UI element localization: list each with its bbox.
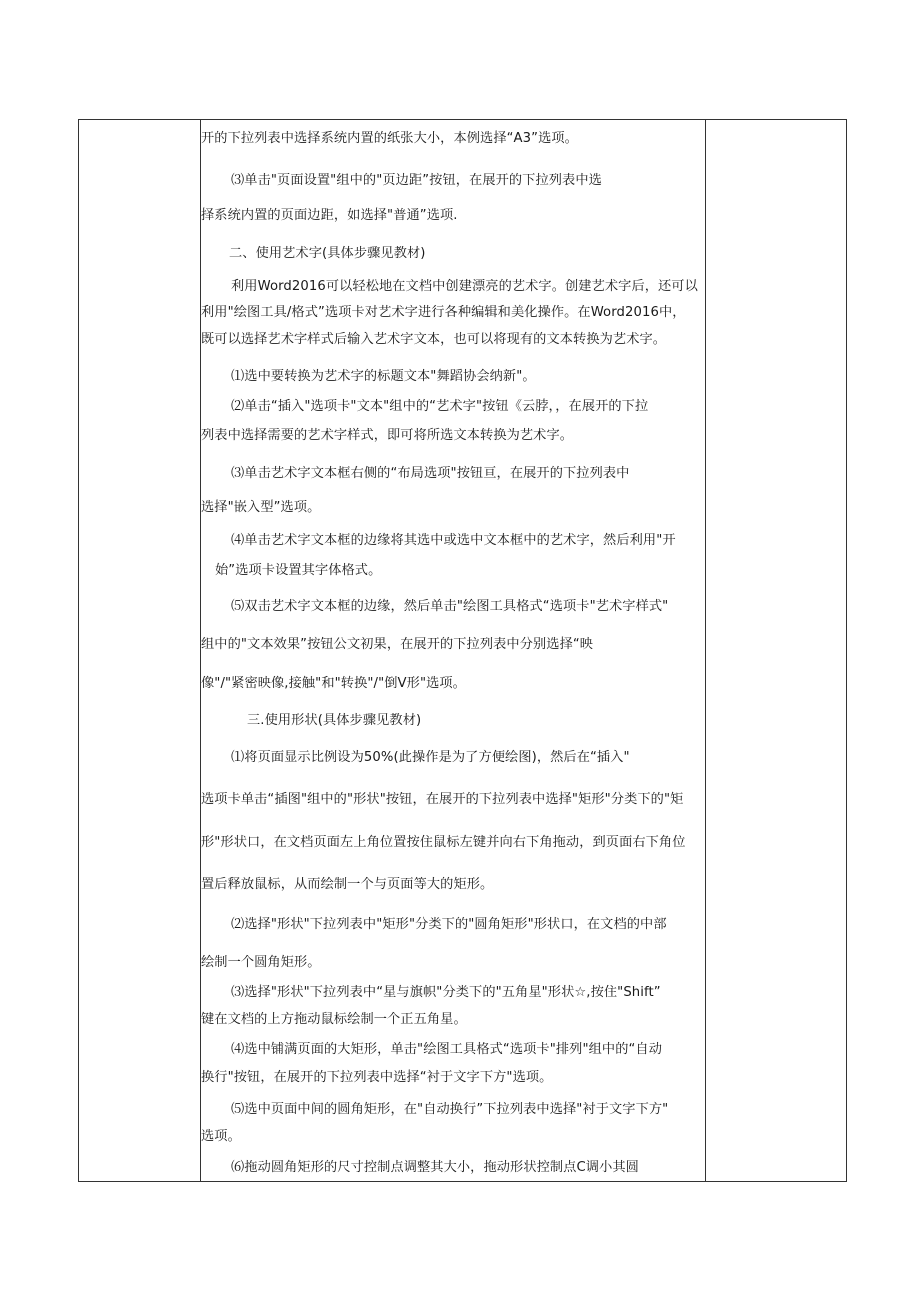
text-line: 组中的"文本效果”按钮公文初果，在展开的下拉列表中分别选择“映 (201, 637, 594, 652)
text-line: 绘制一个圆角矩形。 (201, 955, 321, 970)
text-line: ⑵单击“插入"选项卡"文本"组中的“艺术字"按钮《云脖，，在展开的下拉 (231, 399, 649, 414)
text-line: ⑷选中铺满页面的大矩形，单击"绘图工具格式“选项卡"排列"组中的“自动 (231, 1042, 662, 1057)
text-line: 像"/"紧密映像,接触"和"转换"/"倒V形"选项。 (201, 676, 466, 691)
document-table (78, 119, 847, 1182)
text-line: ⑹拖动圆角矩形的尺寸控制点调整其大小，拖动形状控制点C调小其圆 (231, 1160, 639, 1175)
text-line: 既可以选择艺术字样式后输入艺术字文本，也可以将现有的文本转换为艺术字。 (201, 332, 667, 347)
text-line: 置后释放鼠标，从而绘制一个与页面等大的矩形。 (201, 877, 494, 892)
text-line: 选项。 (201, 1129, 241, 1144)
text-line: 列表中选择需要的艺术字样式，即可将所选文本转换为艺术字。 (201, 428, 574, 443)
text-line: ⑷单击艺术字文本框的边缘将其选中或选中文本框中的艺术字，然后利用"开 (231, 533, 676, 548)
text-line: 键在文档的上方拖动鼠标绘制一个正五角星。 (201, 1012, 467, 1027)
text-line: 选项卡单击“插图"组中的"形状"按钮，在展开的下拉列表中选择"矩形"分类下的"矩 (201, 792, 684, 807)
section-heading: 三.使用形状(具体步骤见教材) (247, 713, 422, 728)
text-line: ⑶单击艺术字文本框右侧的“布局选项"按钮亘，在展开的下拉列表中 (231, 466, 630, 481)
text-line: 换行"按钮，在展开的下拉列表中选择“衬于文字下方"选项。 (201, 1070, 553, 1085)
text-line: 始”选项卡设置其字体格式。 (215, 563, 382, 578)
text-line: 开的下拉列表中选择系统内置的纸张大小，本例选择“A3”选项。 (201, 131, 578, 146)
text-line: ⑵选择"形状"下拉列表中"矩形"分类下的"圆角矩形"形状口，在文档的中部 (231, 917, 667, 932)
text-line: ⑴将页面显示比例设为50%(此操作是为了方便绘图)，然后在“插入" (231, 750, 630, 765)
text-line: 形"形状口，在文档页面左上角位置按住鼠标左键并向右下角拖动，到页面右下角位 (201, 835, 686, 850)
text-line: 利用Word2016可以轻松地在文档中创建漂亮的艺术字。创建艺术字后，还可以 (231, 279, 698, 294)
text-line: ⑶单击"页面设置"组中的"页边距”按钮，在展开的下拉列表中选 (231, 173, 602, 188)
text-line: ⑸选中页面中间的圆角矩形，在"自动换行”下拉列表中选择"衬于文字下方" (231, 1102, 669, 1117)
text-line: ⑶选择"形状"下拉列表中“星与旗帜"分类下的"五角星"形状☆,按住"Shift” (231, 985, 661, 1000)
text-line: 选择"嵌入型”选项。 (201, 500, 321, 515)
text-line: ⑸双击艺术字文本框的边缘，然后单击"绘图工具格式“选项卡"艺术字样式" (231, 599, 669, 614)
text-line: ⑴选中要转换为艺术字的标题文本"舞蹈协会纳新"。 (231, 369, 536, 384)
section-heading: 二、使用艺术字(具体步骤见教材) (229, 246, 426, 261)
table-right-column (706, 120, 846, 1181)
table-content-cell (201, 120, 705, 1181)
text-line: 利用"绘图工具/格式”选项卡对艺术字进行各种编辑和美化操作。在Word2016中， (201, 305, 686, 320)
table-left-column (79, 120, 200, 1181)
text-line: 择系统内置的页面边距，如选择"普通”选项. (201, 208, 458, 223)
